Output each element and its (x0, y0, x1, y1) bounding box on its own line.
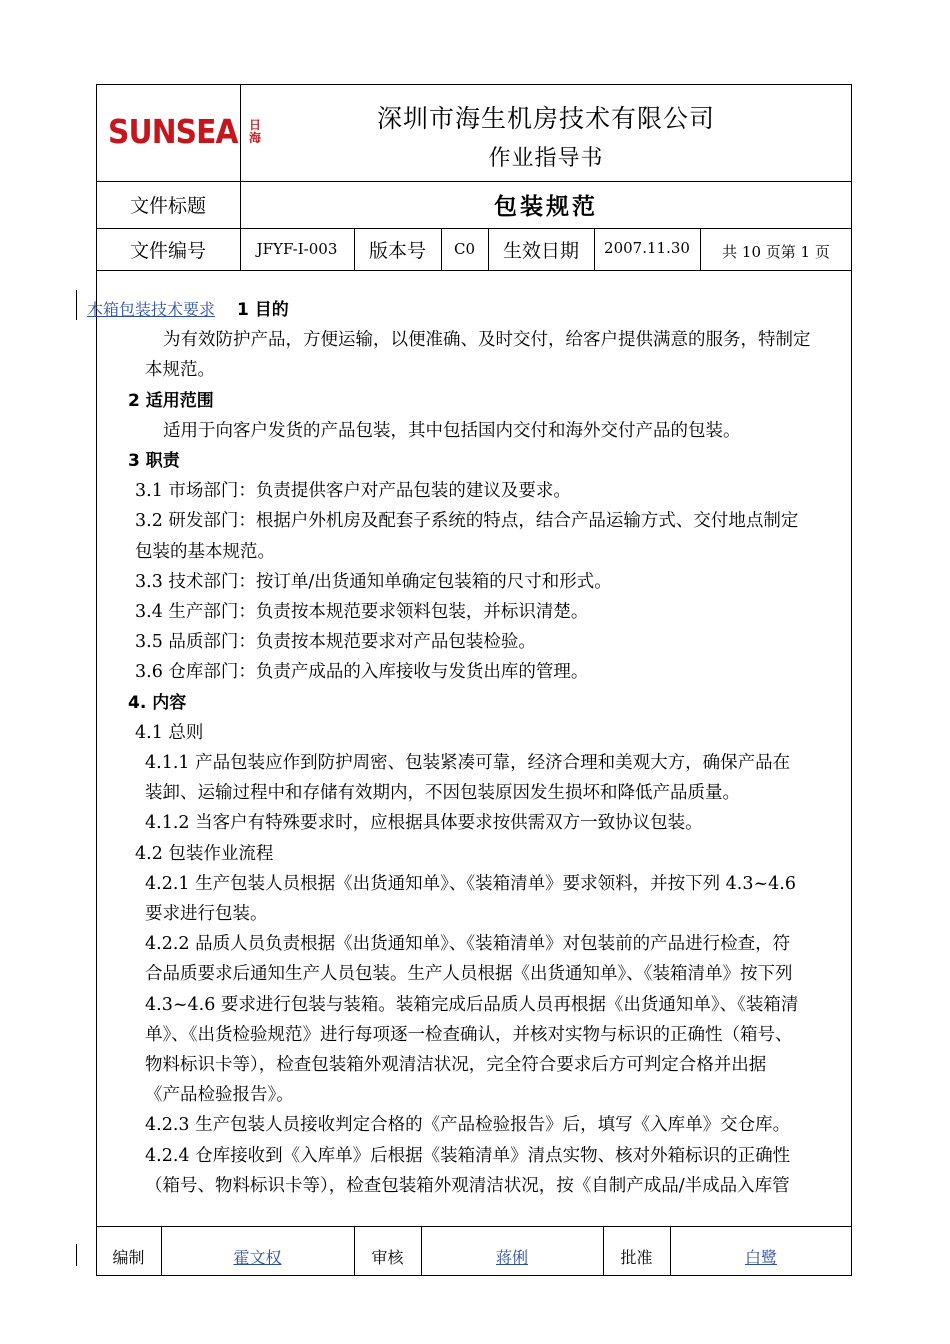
prepared-label: 编制 (112, 1247, 145, 1267)
section-3-2b: 包装的基本规范。 (135, 541, 275, 562)
section-3-3: 3.3 技术部门：按订单/出货通知单确定包装箱的尺寸和形式。 (135, 571, 612, 592)
section-1-title: 1 目的 (237, 300, 289, 320)
section-4-2-2d: 单》、《出货检验规范》进行每项逐一检查确认，并核对实物与标识的正确性（箱号、 (145, 1024, 793, 1045)
logo-cn: 日海 (249, 117, 262, 145)
section-4-2-2b: 合品质要求后通知生产人员包装。生产人员根据《出货通知单》、《装箱清单》按下列 (145, 964, 793, 985)
section-4-title: 4. 内容 (128, 692, 187, 713)
section-2-text: 适用于向客户发货的产品包装，其中包括国内交付和海外交付产品的包装。 (163, 420, 741, 441)
company-name: 深圳市海生机房技术有限公司 (376, 104, 715, 133)
company-logo (108, 112, 262, 151)
margin-mark-top (76, 290, 77, 320)
title-label: 文件标题 (129, 195, 206, 217)
section-4-2-3: 4.2.3 生产包装人员接收判定合格的《产品检验报告》后，填写《入库单》交仓库。 (145, 1115, 791, 1136)
section-4-2-1b: 要求进行包装。 (145, 904, 268, 925)
date-label: 生效日期 (502, 239, 579, 262)
section-4-1: 4.1 总则 (135, 722, 204, 743)
section-4-2-4a: 4.2.4 仓库接收到《入库单》后根据《装箱清单》清点实物、核对外箱标识的正确性 (145, 1145, 791, 1166)
section-4-2-2e: 物料标识卡等），检查包装箱外观清洁状况，完全符合要求后方可判定合格并出据 (145, 1055, 767, 1076)
document-number: JFYF-I-003 (256, 240, 338, 258)
reviewed-by[interactable]: 蒋俐 (495, 1247, 528, 1267)
section-1-text-b: 本规范。 (145, 360, 215, 381)
document-title: 包装规范 (494, 194, 598, 220)
section-4-1-1a: 4.1.1 产品包装应作到防护周密、包装紧凑可靠，经济合理和美观大方，确保产品在 (145, 753, 791, 774)
section-4-1-2: 4.1.2 当客户有特殊要求时，应根据具体要求按供需双方一致协议包装。 (145, 813, 703, 834)
prepared-by[interactable]: 霍文权 (233, 1247, 282, 1267)
section-4-2-4b: （箱号、物料标识卡等），检查包装箱外观清洁状况，按《自制产成品/半成品入库管 (145, 1175, 790, 1196)
effective-date: 2007.11.30 (604, 239, 690, 257)
section-4-2-2a: 4.2.2 品质人员负责根据《出货通知单》、《装箱清单》对包装前的产品进行检查，符 (145, 934, 791, 955)
section-1-heading (87, 295, 840, 325)
document-type: 作业指导书 (488, 146, 604, 171)
section-3-title: 3 职责 (128, 451, 180, 472)
section-4-2-1a: 4.2.1 生产包装人员根据《出货通知单》、《装箱清单》要求领料，并按下列 4.3~4.6 (145, 873, 796, 894)
margin-mark-bottom (76, 1244, 77, 1266)
section-3-4: 3.4 生产部门：负责按本规范要求领料包装，并标识清楚。 (135, 602, 589, 623)
version-value: C0 (453, 240, 476, 258)
logo-wordmark: SUNSEA (108, 112, 238, 151)
approve-label: 批准 (620, 1247, 653, 1267)
section-3-6: 3.6 仓库部门：负责产成品的入库接收与发货出库的管理。 (135, 662, 589, 683)
section-4-2: 4.2 包装作业流程 (135, 843, 274, 864)
section-4-2-2f: 《产品检验报告》。 (145, 1085, 294, 1106)
section-4-2-2c: 4.3~4.6 要求进行包装与装箱。装箱完成后品质人员再根据《出货通知单》、《装箱清 (145, 994, 799, 1015)
document-body (87, 295, 840, 1201)
section-2-title: 2 适用范围 (128, 390, 214, 411)
number-label: 文件编号 (129, 239, 206, 262)
section-3-5: 3.5 品质部门：负责按本规范要求对产品包装检验。 (135, 632, 536, 653)
section-3-1: 3.1 市场部门：负责提供客户对产品包装的建议及要求。 (135, 481, 571, 502)
page-info: 共 10 页第 1 页 (722, 242, 830, 261)
version-label: 版本号 (368, 239, 426, 262)
side-link[interactable]: 木箱包装技术要求 (87, 300, 216, 319)
section-4-1-1b: 装卸、运输过程中和存储有效期内，不因包装原因发生损坏和降低产品质量。 (145, 783, 740, 804)
approved-by[interactable]: 白鹭 (744, 1247, 777, 1267)
section-1-text-a: 为有效防护产品，方便运输，以便准确、及时交付，给客户提供满意的服务，特制定 (163, 330, 811, 351)
review-label: 审核 (371, 1247, 404, 1267)
section-3-2a: 3.2 研发部门：根据户外机房及配套子系统的特点，结合产品运输方式、交付地点制定 (135, 511, 799, 532)
